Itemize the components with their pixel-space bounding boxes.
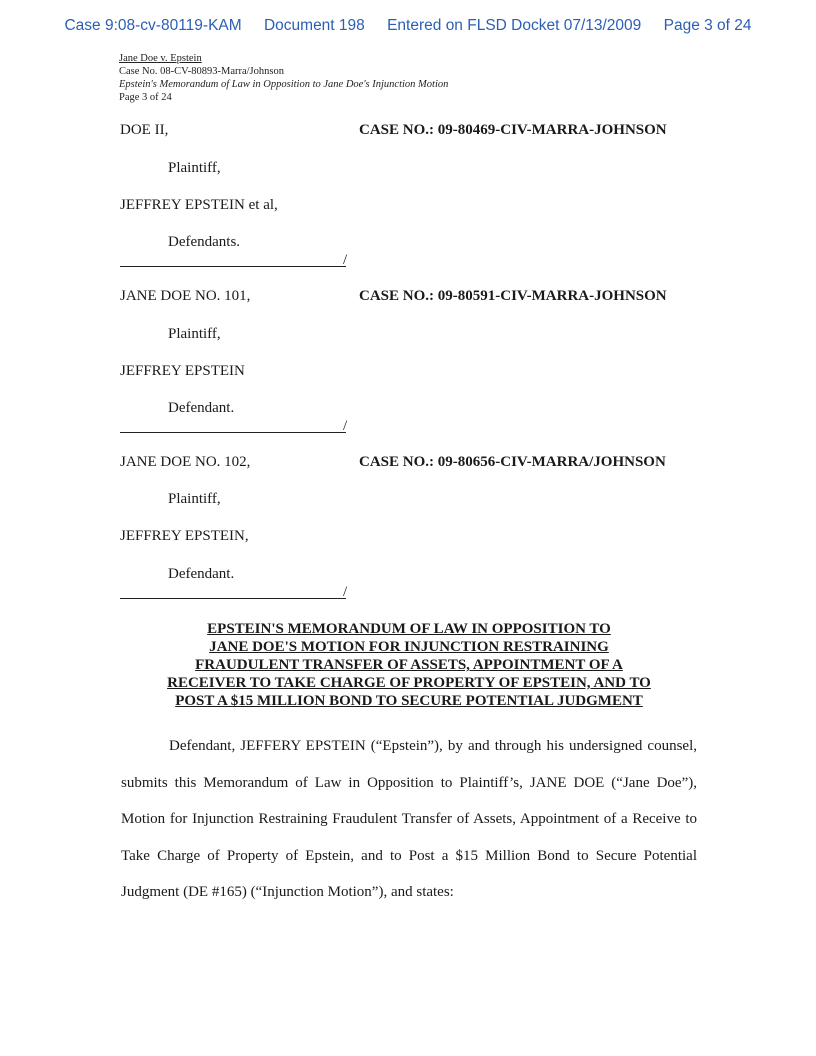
case2-case-number: CASE NO.: 09-80591-CIV-MARRA-JOHNSON	[359, 288, 667, 304]
case2-plaintiff-label: Plaintiff,	[168, 326, 221, 342]
case1-plaintiff-label: Plaintiff,	[168, 160, 221, 176]
case2-rule-slash: /	[343, 418, 348, 434]
docket-entered: Entered on FLSD Docket 07/13/2009	[387, 17, 642, 34]
title-line: RECEIVER TO TAKE CHARGE OF PROPERTY OF EPSTEIN, AND TO	[167, 675, 651, 691]
case3-defendant-label: Defendant.	[168, 566, 235, 582]
body-text	[121, 728, 697, 911]
title-line: JANE DOE'S MOTION FOR INJUNCTION RESTRAINING	[209, 639, 609, 655]
case3-signature-rule	[120, 598, 346, 599]
title-line: EPSTEIN'S MEMORANDUM OF LAW IN OPPOSITION TO	[207, 621, 611, 637]
title-line: POST A $15 MILLION BOND TO SECURE POTENTIAL JUDGMENT	[175, 693, 643, 709]
header-case-number: Case No. 08-CV-80893-Marra/Johnson	[119, 66, 284, 77]
case2-plaintiff-name: JANE DOE NO. 101,	[120, 288, 251, 304]
case2-defendant-name: JEFFREY EPSTEIN	[120, 363, 245, 379]
case1-defendant-label: Defendants.	[168, 234, 241, 250]
header-document-title: Epstein's Memorandum of Law in Opposition to Jane Doe's Injunction Motion	[119, 79, 449, 90]
case1-signature-rule	[120, 266, 346, 267]
case1-defendant-name: JEFFREY EPSTEIN et al,	[120, 197, 278, 213]
docket-page: Page 3 of 24	[663, 17, 752, 34]
case2-defendant-label: Defendant.	[168, 400, 235, 416]
header-page-number: Page 3 of 24	[119, 92, 172, 103]
docket-case-number: Case 9:08-cv-80119-KAM	[64, 17, 242, 34]
docket-document-number: Document 198	[263, 17, 365, 34]
body-paragraph: Defendant, JEFFERY EPSTEIN (“Epstein”), by and through his undersigned counsel, submits this Memorandum of Law in Opposition to Plaintiff’s, JANE DOE (“Jane Doe”), Motion for Injunction Restraining Fraudulent Transfer of Assets, Appointment of a Receive to Take Charge of Property of Epstein, and to Post a $15 Million Bond to Secure Potential Judgment (DE #165) (“Injunction Motion”), and states:	[121, 738, 697, 900]
case1-plaintiff-name: DOE II,	[120, 122, 169, 138]
case1-rule-slash: /	[343, 252, 348, 268]
case3-case-number: CASE NO.: 09-80656-CIV-MARRA/JOHNSON	[359, 454, 666, 470]
docket-stamp	[0, 17, 816, 35]
case3-plaintiff-name: JANE DOE NO. 102,	[120, 454, 251, 470]
header-case-caption: Jane Doe v. Epstein	[119, 53, 202, 64]
case3-rule-slash: /	[343, 584, 348, 600]
memorandum-title	[120, 620, 698, 710]
page-header	[119, 52, 448, 104]
case1-case-number: CASE NO.: 09-80469-CIV-MARRA-JOHNSON	[359, 122, 667, 138]
case3-defendant-name: JEFFREY EPSTEIN,	[120, 528, 249, 544]
title-line: FRAUDULENT TRANSFER OF ASSETS, APPOINTMENT OF A	[195, 657, 623, 673]
case2-signature-rule	[120, 432, 346, 433]
case3-plaintiff-label: Plaintiff,	[168, 491, 221, 507]
